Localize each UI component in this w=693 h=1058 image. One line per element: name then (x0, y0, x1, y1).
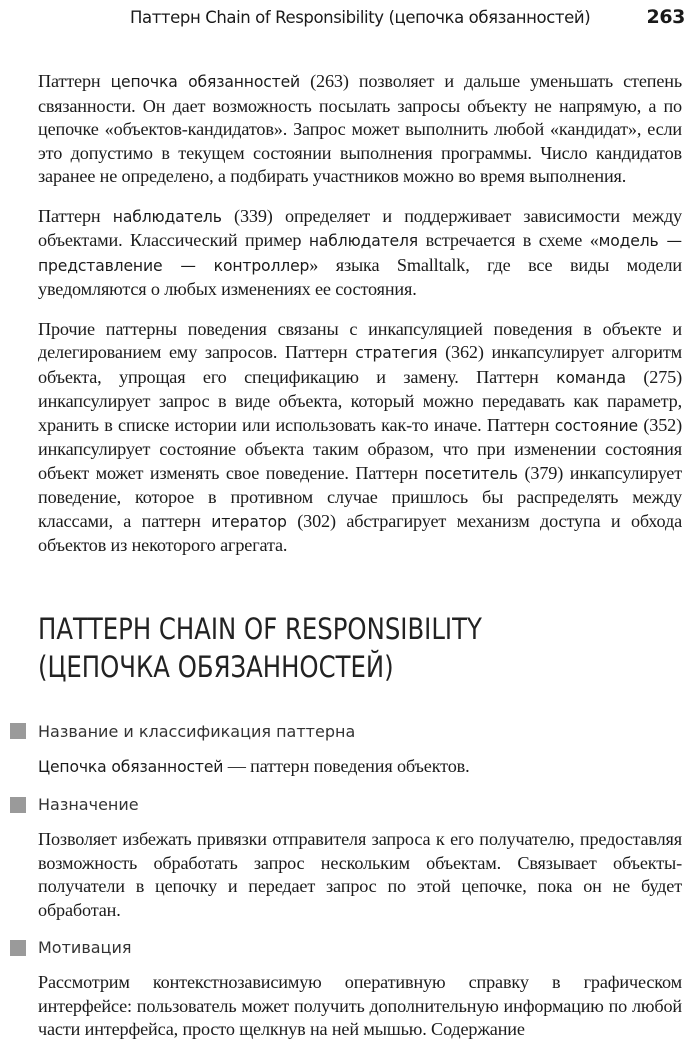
text-run: (352) инкапсулирует состояние объекта таким образом, что при изменении состояния объект может изменять свое поведение. Паттерн (38, 414, 683, 483)
pattern-term-observer-2: наблюдателя (308, 232, 419, 250)
text-run: Паттерн (38, 71, 111, 91)
section-heading-name-classification (10, 722, 682, 741)
paragraph-observer (38, 205, 682, 302)
page-content (38, 70, 682, 1058)
text-run: (275) инкапсулирует запрос в виде объекта, который можно передавать как параметр, хранить в списке истории или использовать как-то иначе. Паттерн (38, 366, 683, 435)
paragraph-chain-of-responsibility (38, 70, 682, 189)
section-heading-label: Назначение (38, 795, 139, 814)
chapter-title-line-2: (ЦЕПОЧКА ОБЯЗАННОСТЕЙ) (38, 649, 394, 684)
running-title: Паттерн Chain of Responsibility (цепочка обязанностей) (130, 8, 591, 27)
pattern-term-command: команда (556, 368, 626, 387)
pattern-term-state: состояние (554, 416, 639, 435)
page-number: 263 (646, 6, 685, 28)
text-run: встречается в схеме « (418, 230, 599, 250)
pattern-term-mvc: модель — представление — контроллер (38, 232, 682, 275)
section-heading-intent (10, 795, 682, 814)
chapter-title-line-1: ПАТТЕРН CHAIN OF RESPONSIBILITY (38, 611, 482, 646)
text-run: — паттерн поведения объектов. (223, 755, 470, 776)
pattern-term-iterator: итератор (211, 512, 287, 531)
square-bullet-icon (10, 940, 26, 956)
section-heading-label: Мотивация (38, 938, 132, 957)
text-run: (362) инкапсулирует алгоритм объекта, упрощая его спецификацию и замену. Паттерн (38, 342, 682, 387)
pattern-term-observer: наблюдатель (112, 207, 222, 226)
text-run: (263) позволяет и дальше уменьшать степень связанности. Он дает возможность посылать запросы объекту не напрямую, а по цепочке «объектов-кандидатов». Запрос может выполнить любой «кандидат», если это допустимо в текущем состоянии выполнения программы. Число кандидатов заранее не определено, а подбирать участников можно во время выполнения. (38, 71, 682, 186)
text-run: (379) инкапсулирует поведение, которое в противном случае пришлось бы распределять между классами, а паттерн (38, 462, 682, 531)
square-bullet-icon (10, 723, 26, 739)
text-run: Прочие паттерны поведения связаны с инкапсуляцией поведения в объекте и делегированием ему запросов. Паттерн (38, 318, 682, 362)
section-heading-label: Название и классификация паттерна (38, 721, 356, 741)
text-run: » языка Smalltalk, где все виды модели уведомляются о любых изменениях ее состояния. (38, 254, 682, 299)
pattern-term-chain: цепочка обязанностей (110, 73, 301, 91)
running-head (130, 6, 685, 36)
paragraph-other-behavioral (38, 318, 682, 558)
section-text-name-classification (38, 755, 682, 780)
text-run: (302) абстрагирует механизм доступа и обхода объектов из некоторого агрегата. (38, 510, 682, 555)
section-text-intent: Позволяет избежать привязки отправителя запроса к его получателю, предоставляя возможность обработать запрос нескольким объектам. Связывает объекты-получатели в цепочку и передает запрос по этой цепочке, пока он не будет обработан. (38, 829, 682, 920)
section-heading-motivation (10, 938, 682, 957)
text-run: (339) определяет и поддерживает зависимости между объектами. Классический пример (38, 205, 682, 250)
pattern-term-strategy: стратегия (355, 344, 438, 362)
text-run: Паттерн (38, 205, 113, 226)
section-text-motivation: Рассмотрим контекстнозависимую оперативную справку в графическом интерфейсе: пользователь может получить дополнительную информацию по любой части интерфейса, просто щелкнув на ней мышью. Содержание (38, 972, 682, 1039)
pattern-name-term: Цепочка обязанностей (38, 757, 224, 776)
square-bullet-icon (10, 797, 26, 813)
chapter-title (38, 610, 579, 686)
pattern-term-visitor: посетитель (424, 464, 518, 483)
